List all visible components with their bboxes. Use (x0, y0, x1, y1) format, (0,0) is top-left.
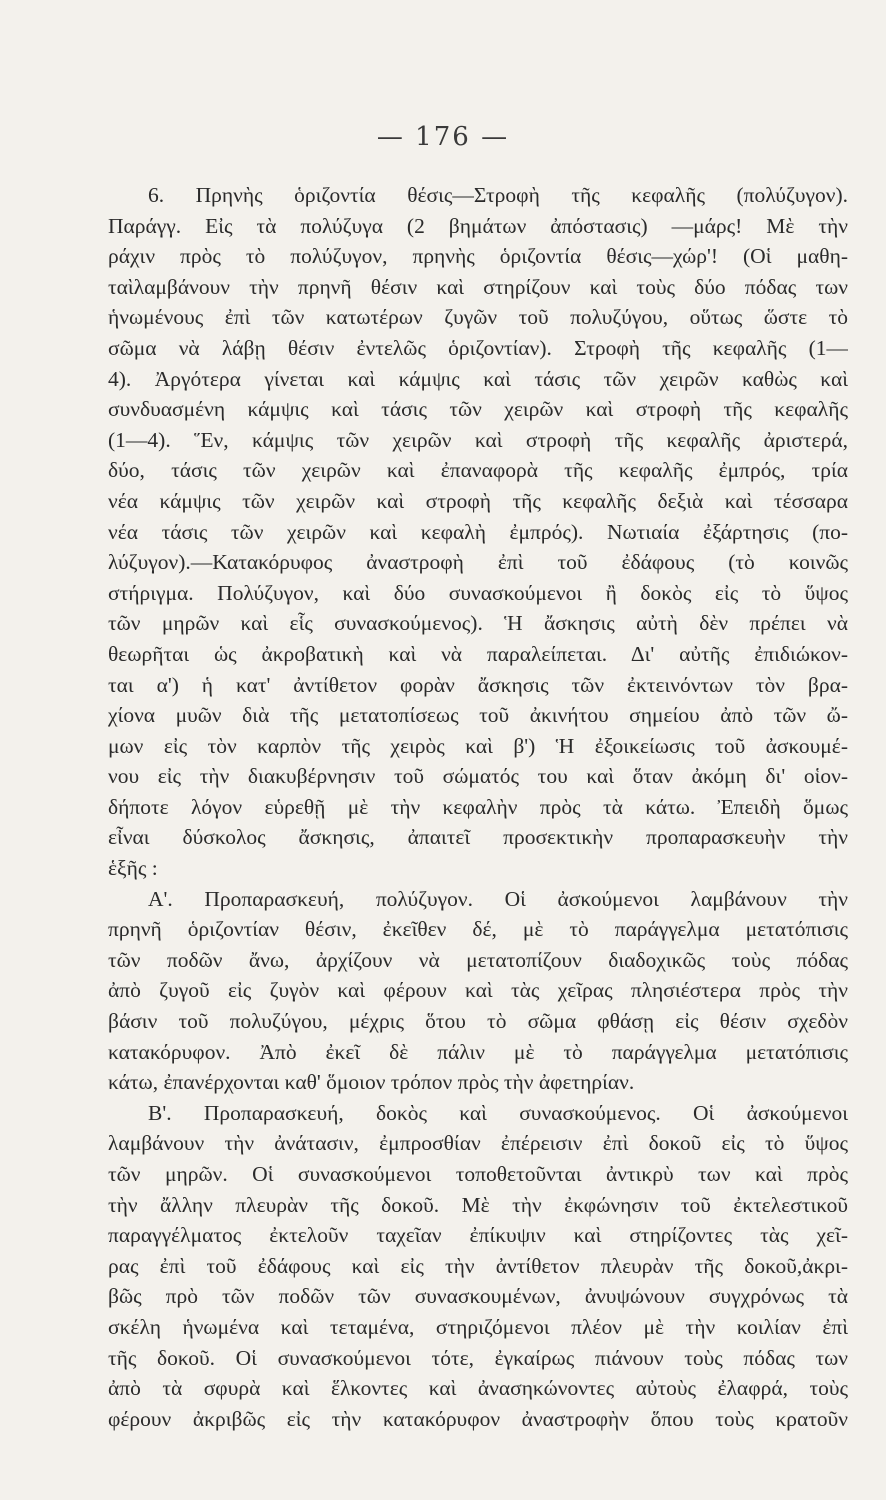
text-line: πρηνῆ ὁριζοντίαν θέσιν, ἐκεῖθεν δέ, μὲ τὸ παράγγελμα μετατόπισις (108, 917, 848, 942)
text-line: ταὶλαμβάνουν τὴν πρηνῆ θέσιν καὶ στηρίζουν καὶ τοὺς δύο πόδας των (108, 274, 848, 299)
text-line: ἀπὸ τὰ σφυρὰ καὶ ἕλκοντες καὶ ἀνασηκώνοντες αὐτοὺς ἐλαφρά, τοὺς (108, 1376, 848, 1401)
text-line: (1—4). Ἕν, κάμψις τῶν χειρῶν καὶ στροφὴ τῆς κεφαλῆς ἀριστερά, (108, 427, 848, 452)
text-line: ἑξῆς : (108, 856, 158, 881)
text-line: ἡνωμένους ἐπὶ τῶν κατωτέρων ζυγῶν τοῦ πολυζύγου, οὕτως ὥστε τὸ (108, 305, 848, 330)
text-line: Α'. Προπαρασκευή, πολύζυγον. Οἱ ἀσκούμενοι λαμβάνουν τὴν (148, 886, 848, 911)
text-line: νέα τάσις τῶν χειρῶν καὶ κεφαλὴ ἐμπρός). Νωτιαία ἐξάρτησις (πο- (108, 519, 848, 544)
text-line: χίονα μυῶν διὰ τῆς μετατοπίσεως τοῦ ἀκινήτου σημείου ἀπὸ τῶν ὤ- (108, 703, 848, 728)
text-line: δήποτε λόγον εὑρεθῇ μὲ τὴν κεφαλὴν πρὸς τὰ κάτω. Ἐπειδὴ ὅμως (108, 794, 848, 819)
page-number: — 176 — (376, 122, 510, 152)
text-line: συνδυασμένη κάμψις καὶ τάσις τῶν χειρῶν καὶ στροφὴ τῆς κεφαλῆς (108, 397, 848, 422)
text-line: βῶς πρὸ τῶν ποδῶν τῶν συνασκουμένων, ἀνυψώνουν συγχρόνως τὰ (108, 1284, 848, 1309)
body-text (108, 180, 848, 1434)
text-line: θεωρῆται ὡς ἀκροβατικὴ καὶ νὰ παραλείπεται. Δι' αὐτῆς ἐπιδιώκον- (108, 641, 848, 666)
text-line: λαμβάνουν τὴν ἀνάτασιν, ἐμπροσθίαν ἐπέρεισιν ἐπὶ δοκοῦ εἰς τὸ ὕψος (108, 1131, 848, 1156)
text-line: σκέλη ἡνωμένα καὶ τεταμένα, στηριζόμενοι πλέον μὲ τὴν κοιλίαν ἐπὶ (108, 1314, 848, 1339)
text-line: ται α') ἡ κατ' ἀντίθετον φορὰν ἄσκησις τῶν ἐκτεινόντων τὸν βρα- (108, 672, 848, 697)
text-line: παραγγέλματος ἐκτελοῦν ταχεῖαν ἐπίκυψιν καὶ στηρίζοντες τὰς χεῖ- (108, 1223, 848, 1248)
text-line: τῶν μηρῶν. Οἱ συνασκούμενοι τοποθετοῦνται ἀντικρὺ των καὶ πρὸς (108, 1162, 848, 1186)
text-line: κατακόρυφον. Ἀπὸ ἐκεῖ δὲ πάλιν μὲ τὸ παράγγελμα μετατόπισις (108, 1039, 848, 1064)
text-line: τὴν ἄλλην πλευρὰν τῆς δοκοῦ. Μὲ τὴν ἐκφώνησιν τοῦ ἐκτελεστικοῦ (108, 1192, 848, 1217)
text-line: νου εἰς τὴν διακυβέρνησιν τοῦ σώματός του καὶ ὅταν ἀκόμη δι' οἱον- (108, 764, 848, 789)
text-line: λύζυγον).—Κατακόρυφος ἀναστροφὴ ἐπὶ τοῦ ἐδάφους (τὸ κοινῶς (108, 550, 848, 575)
text-line: ρας ἐπὶ τοῦ ἐδάφους καὶ εἰς τὴν ἀντίθετον πλευρὰν τῆς δοκοῦ,ἀκρι- (108, 1253, 848, 1278)
text-line: βάσιν τοῦ πολυζύγου, μέχρις ὅτου τὸ σῶμα φθάσῃ εἰς θέσιν σχεδὸν (108, 1009, 848, 1034)
text-line: κάτω, ἐπανέρχονται καθ' ὅμοιον τρόπον πρὸς τὴν ἀφετηρίαν. (108, 1070, 635, 1095)
text-line: τῆς δοκοῦ. Οἱ συνασκούμενοι τότε, ἐγκαίρως πιάνουν τοὺς πόδας των (108, 1345, 848, 1370)
text-line: δύο, τάσις τῶν χειρῶν καὶ ἐπαναφορὰ τῆς κεφαλῆς ἐμπρός, τρία (108, 458, 848, 483)
text-line: φέρουν ἀκριβῶς εἰς τὴν κατακόρυφον ἀναστροφὴν ὅπου τοὺς κρατοῦν (108, 1406, 848, 1431)
text-line: 4). Ἀργότερα γίνεται καὶ κάμψις καὶ τάσις τῶν χειρῶν καθὼς καὶ (108, 366, 848, 391)
text-line: Παράγγ. Εἰς τὰ πολύζυγα (2 βημάτων ἀπόστασις) —μάρς! Μὲ τὴν (108, 213, 848, 238)
text-line: Β'. Προπαρασκευή, δοκὸς καὶ συνασκούμενος. Οἱ ἀσκούμενοι (148, 1100, 848, 1125)
text-line: 6. Πρηνὴς ὁριζοντία θέσις—Στροφὴ τῆς κεφαλῆς (πολύζυγον). (148, 183, 848, 207)
text-line: τῶν ποδῶν ἄνω, ἀρχίζουν νὰ μετατοπίζουν διαδοχικῶς τοὺς πόδας (108, 947, 848, 972)
text-line: ἀπὸ ζυγοῦ εἰς ζυγὸν καὶ φέρουν καὶ τὰς χεῖρας πλησιέστερα πρὸς τὴν (108, 978, 848, 1003)
text-line: μων εἰς τὸν καρπὸν τῆς χειρὸς καὶ β') Ἡ ἐξοικείωσις τοῦ ἀσκουμέ- (108, 733, 848, 758)
text-line: ράχιν πρὸς τὸ πολύζυγον, πρηνὴς ὁριζοντία θέσις—χώρ'! (Οἱ μαθη- (108, 244, 848, 269)
text-line: τῶν μηρῶν καὶ εἷς συνασκούμενος). Ἡ ἄσκησις αὐτὴ δὲν πρέπει νὰ (108, 611, 848, 636)
text-line: εἶναι δύσκολος ἄσκησις, ἀπαιτεῖ προσεκτικὴν προπαρασκευὴν τὴν (108, 825, 848, 850)
text-line: σῶμα νὰ λάβῃ θέσιν ἐντελῶς ὁριζοντίαν). Στροφὴ τῆς κεφαλῆς (1— (108, 335, 848, 360)
text-line: στήριγμα. Πολύζυγον, καὶ δύο συνασκούμενοι ἢ δοκὸς εἰς τὸ ὕψος (108, 580, 848, 605)
text-line: νέα κάμψις τῶν χειρῶν καὶ στροφὴ τῆς κεφαλῆς δεξιὰ καὶ τέσσαρα (108, 488, 848, 513)
